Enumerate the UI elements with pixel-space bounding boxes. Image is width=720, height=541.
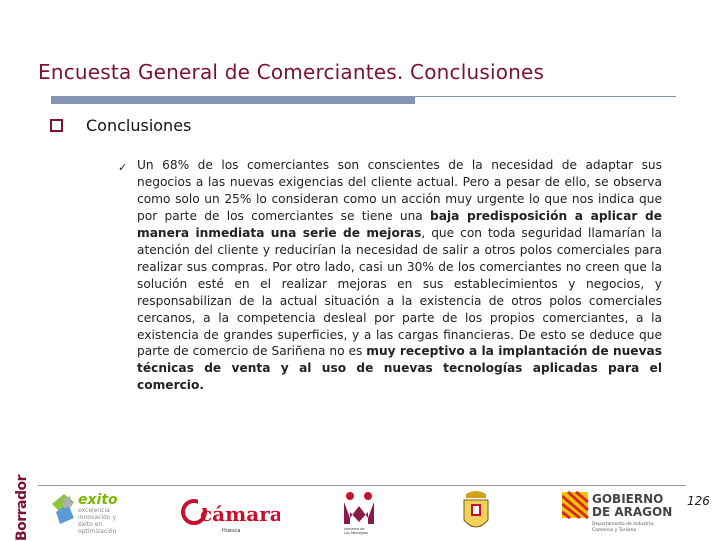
comarca-logo-mark — [340, 490, 380, 536]
paragraph-segment: Pero a pesar de ello, se observa como solo un 25% lo consideran como un acción muy urgente lo que nos indica que por parte de los comerciantes se tiene una — [137, 174, 662, 223]
svg-text:Departamento de Industria,: Departamento de Industria, — [592, 522, 655, 527]
svg-text:Los Monegros: Los Monegros — [344, 531, 369, 535]
coat-of-arms-icon — [458, 488, 494, 536]
svg-text:comarca de: comarca de — [344, 527, 365, 531]
svg-text:cámara: cámara — [200, 502, 280, 526]
conclusion-paragraph — [137, 157, 662, 394]
section-heading: Conclusiones — [86, 116, 192, 135]
square-bullet-icon — [50, 119, 63, 132]
footer-divider — [38, 485, 686, 486]
svg-text:excelencia: excelencia — [78, 507, 110, 514]
paragraph-segment: Un 68% de los comerciantes son conscientes de la necesidad de adaptar sus negocios a las nuevas exigencias del cliente actual. — [137, 158, 662, 189]
gobierno-aragon-logo — [562, 490, 674, 534]
draft-stamp-text: Borrador — [14, 474, 31, 541]
svg-text:optimización: optimización — [78, 528, 117, 535]
slide-title: Encuesta General de Comerciantes. Conclusiones — [38, 60, 545, 84]
comarca-logo — [340, 490, 380, 536]
check-bullet-icon: ✓ — [118, 161, 128, 174]
gobierno-aragon-logo-mark — [562, 490, 674, 534]
svg-text:Huesca: Huesca — [222, 528, 241, 534]
exito-logo-mark — [50, 490, 140, 535]
camara-logo — [180, 494, 280, 534]
paragraph-bold-segment: muy receptivo a la implantación de nuevas técnicas de venta y al uso de nuevas tecnologías aplicadas para el comercio. — [137, 344, 662, 393]
paragraph-segment: , que con toda seguridad llamarían la atención del cliente y reducirían la necesidad de salir a otros polos comerciales para realizar sus compras. Por otro lado, casi un 30% de los comerciantes no creen que la solución esté en el realizar mejoras en sus establecimientos y negocios, y responsabilizan de la actual situación a la existencia de otros polos comerciales cercanos, a la competencia desleal por parte de los propios comerciantes, a la existencia de grandes superficies, y a las cargas financieras. De esto se deduce que parte de comercio de Sariñena no es — [137, 225, 662, 359]
page-number: 126 — [687, 494, 710, 508]
draft-stamp — [0, 474, 33, 541]
title-underline-line — [415, 96, 676, 97]
svg-text:Comercio y Turismo: Comercio y Turismo — [592, 528, 637, 533]
coat-of-arms-logo — [458, 488, 494, 536]
camara-logo-mark — [180, 494, 280, 534]
svg-text:innovación y: innovación y — [78, 514, 117, 521]
svg-text:exito: exito — [78, 492, 118, 508]
title-underline-bar — [51, 96, 415, 104]
svg-text:GOBIERNO: GOBIERNO — [592, 492, 664, 506]
exito-logo — [50, 490, 140, 535]
svg-text:éxito en: éxito en — [78, 521, 103, 528]
svg-text:DE ARAGON: DE ARAGON — [592, 505, 673, 519]
paragraph-bold-segment: baja predisposición a aplicar de manera inmediata una serie de mejoras — [137, 208, 662, 240]
